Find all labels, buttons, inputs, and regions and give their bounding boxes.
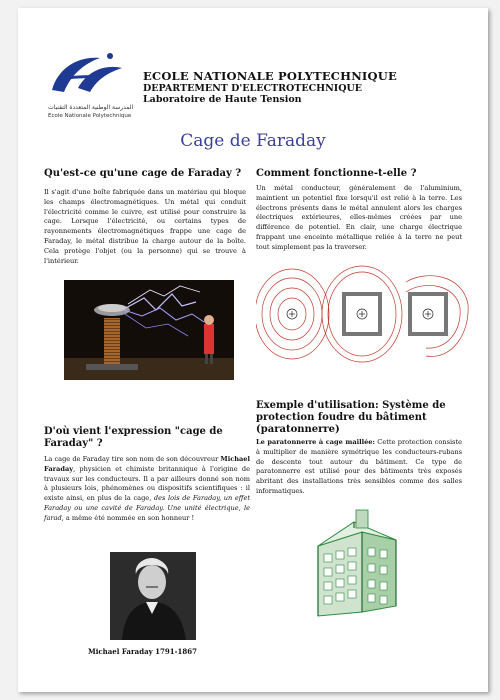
header-text [143, 70, 397, 105]
example-text: Cette protection consiste à multiplier de manière symétrique les conducteurs-rubans de descente tout autour du bâtiment. Ce type de paratonnerre est utilisé pour des bâtiments très exposés abritant des installations très sensibles comme des salles informatiques. [256, 438, 462, 495]
origin-text-1: La cage de Faraday tire son nom de son découvreur [44, 455, 221, 463]
field-lines-diagram [256, 264, 470, 364]
heading-what: Qu'est-ce qu'une cage de Faraday ? [44, 168, 242, 179]
school-logo [48, 48, 126, 98]
building-illustration [300, 506, 410, 618]
page-title: Cage de Faraday [180, 131, 326, 151]
logo-arabic-name: المدرسة الوطنية المتعددة التقنيات [48, 104, 134, 111]
example-lead: Le paratonnerre à cage maillée: [256, 438, 375, 446]
paragraph-example [256, 438, 462, 497]
document-page [18, 8, 488, 692]
paragraph-origin [44, 455, 250, 524]
origin-italic: des lois de Faraday, un effet Faraday ou une cavité de Faraday. Une unité électrique, le farad, [44, 494, 250, 522]
paragraph-how: Un métal conducteur, généralement de l'aluminium, maintient un potentiel fixe lorsqu'il est relié à la terre. Les électrons présents dans le métal annulent alors les charges électriques extérieures, elles-mêmes créées par une différence de potentiel. En clair, une charge électrique frappant une enceinte métallique reliée à la terre ne peut tout simplement pas la traverser. [256, 184, 462, 251]
heading-example: Exemple d'utilisation: Système de protection foudre du bâtiment (paratonnerre) [256, 400, 446, 435]
logo-caption: Ecole Nationale Polytechnique [48, 113, 132, 119]
department-name: DEPARTEMENT D'ELECTROTECHNIQUE [143, 83, 363, 94]
tesla-coil-photo [64, 280, 234, 380]
portrait-caption: Michael Faraday 1791-1867 [88, 647, 197, 656]
header [48, 48, 468, 128]
faraday-name: Michael Faraday [44, 455, 250, 473]
heading-how: Comment fonctionne-t-elle ? [256, 168, 417, 179]
school-name: ECOLE NATIONALE POLYTECHNIQUE [143, 69, 397, 83]
paragraph-what: Il s'agit d'une boîte fabriquée dans un matériau qui bloque les champs électromagnétiques. Un métal qui conduit l'électricité comme le cuivre, est utilisé pour construire la cage. Lorsque l'électricité, ou certains types de rayonnements électromagnétiques frappe une cage de Faraday, le métal distribue la charge autour de la boîte. Cela protège l'objet (ou la personne) qui se trouve à l'intérieur. [44, 188, 246, 265]
heading-origin: D'où vient l'expression "cage de Faraday" ? [44, 426, 223, 449]
faraday-portrait [110, 552, 196, 640]
origin-text-2: , physicien et chimiste britannique à l'origine de travaux sur les conducteurs. Il a par ailleurs donné son nom à plusieurs lois, phénomènes ou dispositifs scientifiques : il existe ainsi, en plus de la cage, [44, 464, 250, 503]
origin-text-3: a même été nommée en son honneur ! [63, 513, 195, 522]
lab-name: Laboratoire de Haute Tension [143, 94, 302, 105]
